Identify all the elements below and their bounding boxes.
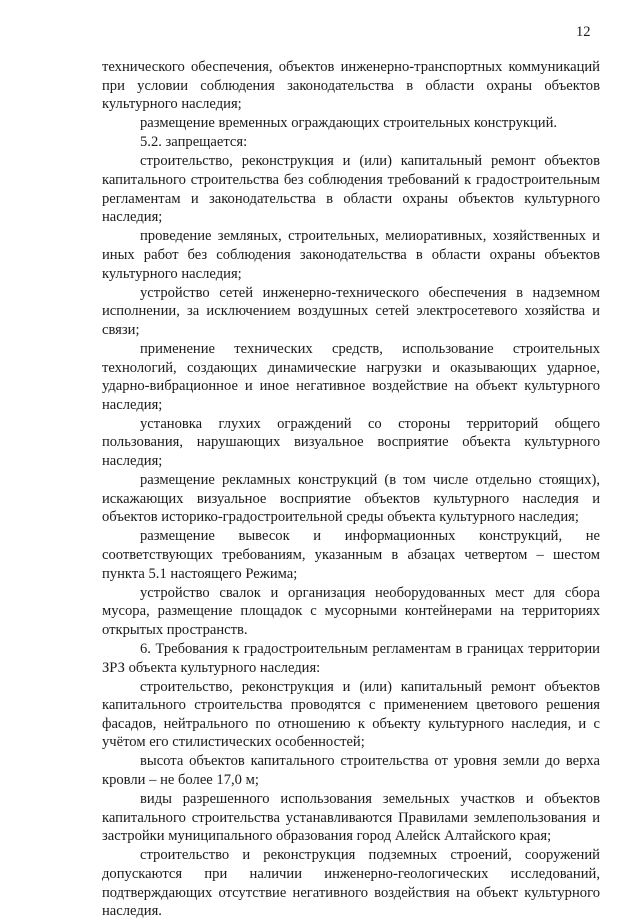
paragraph: строительство и реконструкция подземных строений, сооружений допускаются при наличии инженерно-геологических исследований, подтверждающих отсутствие негативного воздействия на объект культурного наследия. bbox=[102, 847, 600, 920]
paragraph: установка глухих ограждений со стороны территорий общего пользования, нарушающих визуальное восприятие объекта культурного наследия; bbox=[102, 415, 600, 469]
section-heading: 6. Требования к градостроительным регламентам в границах территории ЗРЗ объекта культурного наследия: bbox=[102, 640, 600, 676]
paragraph: технического обеспечения, объектов инженерно-транспортных коммуникаций при условии соблюдения законодательства в области охраны объектов культурного наследия; bbox=[102, 59, 600, 113]
paragraph: устройство свалок и организация необорудованных мест для сбора мусора, размещение площадок с мусорными контейнерами на территориях открытых пространств. bbox=[102, 584, 600, 638]
paragraph: проведение земляных, строительных, мелиоративных, хозяйственных и иных работ без соблюдения законодательства в области охраны объектов культурного наследия; bbox=[102, 228, 600, 282]
paragraph: строительство, реконструкция и (или) капитальный ремонт объектов капитального строительства без соблюдения требований к градостроительным регламентам и законодательства в области охраны объектов культурного наследия; bbox=[102, 153, 600, 226]
paragraph: размещение временных ограждающих строительных конструкций. bbox=[140, 115, 558, 132]
section-heading: 5.2. запрещается: bbox=[140, 134, 248, 151]
paragraph: виды разрешенного использования земельных участков и объектов капитального строительства устанавливаются Правилами землепользования и застройки муниципального образования город Алейск Алтайского края; bbox=[102, 791, 600, 845]
paragraph: высота объектов капитального строительства от уровня земли до верха кровли – не более 17,0 м; bbox=[102, 753, 600, 789]
paragraph: устройство сетей инженерно-технического обеспечения в надземном исполнении, за исключением воздушных сетей электросетевого хозяйства и связи; bbox=[102, 284, 600, 338]
paragraph: размещение вывесок и информационных конструкций, не соответствующих требованиям, указанным в абзацах четвертом – шестом пункта 5.1 настоящего Режима; bbox=[102, 528, 600, 582]
paragraph: строительство, реконструкция и (или) капитальный ремонт объектов капитального строительства проводятся с применением цветового решения фасадов, нейтрального по отношению к объекту культурного наследия, и с учётом его стилистических особенностей; bbox=[102, 678, 600, 751]
paragraph: применение технических средств, использование строительных технологий, создающих динамические нагрузки и оказывающих ударное, ударно-вибрационное и иное негативное воздействие на объект культурного наследия; bbox=[102, 340, 600, 413]
document-body bbox=[102, 58, 600, 921]
paragraph: размещение рекламных конструкций (в том числе отдельно стоящих), искажающих визуальное восприятие объектов культурного наследия и объектов историко-градостроительной среды объекта культурного наследия; bbox=[102, 472, 600, 526]
page-number: 12 bbox=[576, 24, 591, 40]
